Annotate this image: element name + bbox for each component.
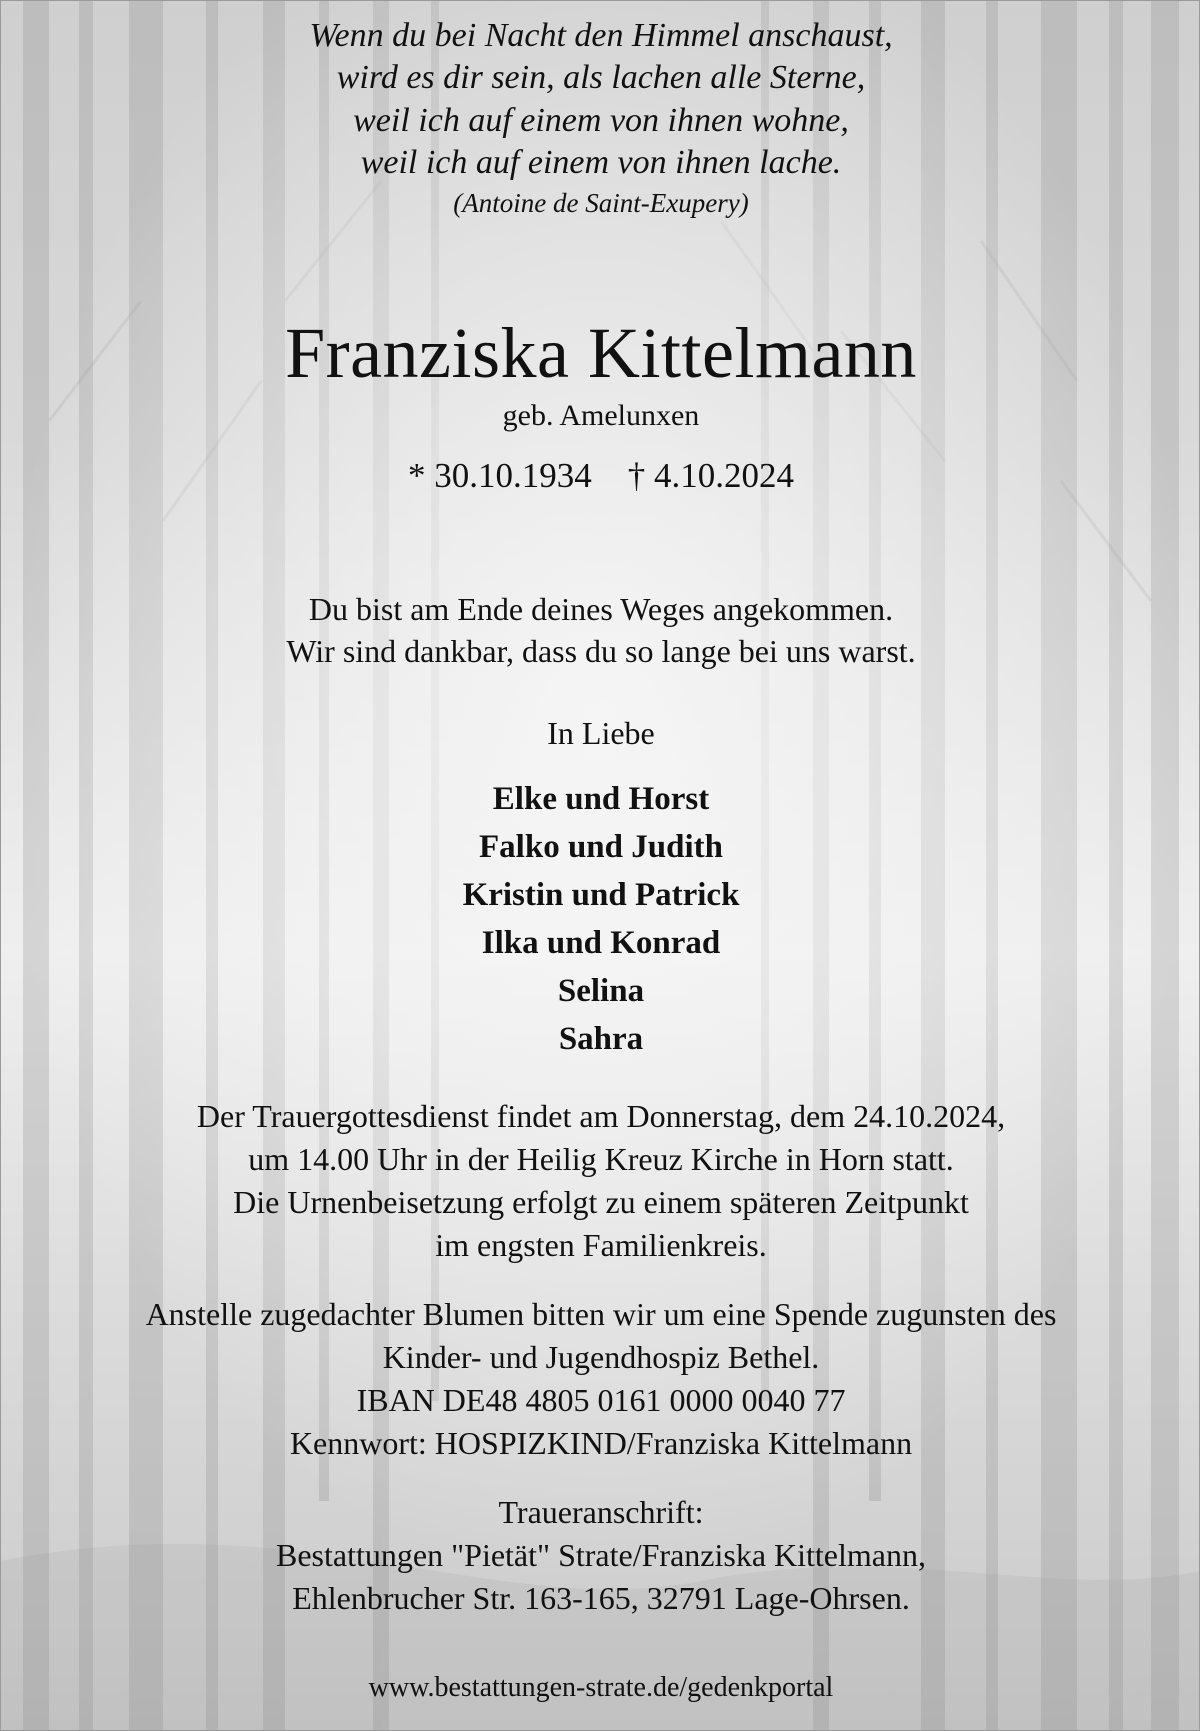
mourning-address-line: Bestattungen "Pietät" Strate/Franziska Kittelmann,: [276, 1537, 926, 1573]
in-love-label: In Liebe: [547, 715, 655, 751]
service-line: Der Trauergottesdienst findet am Donnerstag, dem 24.10.2024,: [196, 1098, 1006, 1134]
farewell-line: Wir sind dankbar, dass du so lange bei uns warst.: [286, 633, 916, 669]
website-link[interactable]: www.bestattungen-strate.de/gedenkportal: [368, 1672, 834, 1703]
death-date: † 4.10.2024: [627, 456, 794, 495]
mourning-address-label: Traueranschrift:: [498, 1494, 704, 1530]
mourner-name: Falko und Judith: [479, 829, 723, 865]
life-dates: [1, 456, 1200, 496]
mourner-name: Selina: [557, 973, 645, 1009]
poem-line: wird es dir sein, als lachen alle Sterne,: [336, 59, 866, 96]
birth-date: * 30.10.1934: [408, 456, 592, 495]
poem-line: Wenn du bei Nacht den Himmel anschaust,: [309, 17, 893, 54]
donation-line: Anstelle zugedachter Blumen bitten wir um eine Spende zugunsten des: [145, 1296, 1057, 1332]
mourner-name: Ilka und Konrad: [481, 925, 721, 961]
poem-line: weil ich auf einem von ihnen wohne,: [353, 102, 849, 139]
birth-name: geb. Amelunxen: [502, 399, 700, 432]
mourner-name: Elke und Horst: [492, 781, 710, 817]
deceased-name: Franziska Kittelmann: [285, 313, 917, 393]
donation-line: Kinder- und Jugendhospiz Bethel.: [382, 1339, 820, 1375]
service-line: im engsten Familienkreis.: [435, 1227, 767, 1263]
service-line: um 14.00 Uhr in der Heilig Kreuz Kirche in Horn statt.: [248, 1141, 954, 1177]
mourner-name: Sahra: [558, 1021, 644, 1057]
donation-keyword: Kennwort: HOSPIZKIND/Franziska Kittelmann: [289, 1425, 913, 1461]
farewell-line: Du bist am Ende deines Weges angekommen.: [308, 591, 894, 627]
poem-line: weil ich auf einem von ihnen lache.: [360, 144, 842, 181]
mourning-address-line: Ehlenbrucher Str. 163-165, 32791 Lage-Ohrsen.: [292, 1580, 910, 1616]
donation-iban: IBAN DE48 4805 0161 0000 0040 77: [356, 1382, 846, 1418]
poem-author: (Antoine de Saint-Exupery): [453, 188, 749, 218]
mourner-name: Kristin und Patrick: [462, 877, 740, 913]
service-line: Die Urnenbeisetzung erfolgt zu einem späteren Zeitpunkt: [233, 1184, 969, 1220]
